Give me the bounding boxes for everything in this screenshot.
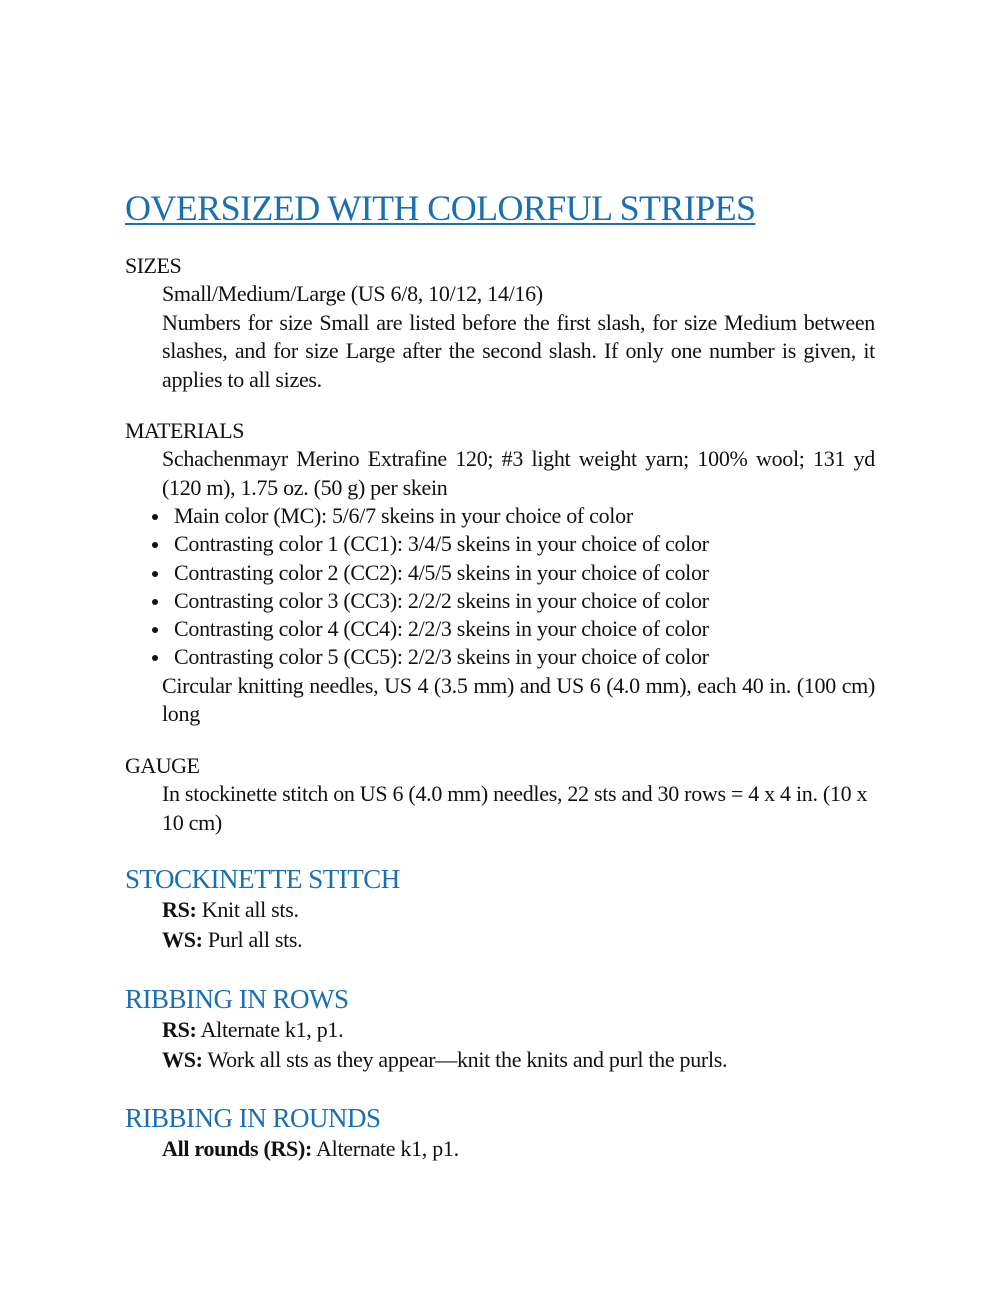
gauge-section (125, 752, 875, 837)
bullet-icon (152, 655, 158, 661)
bullet-icon (152, 514, 158, 520)
row-text: Work all sts as they appear—knit the knits and purl the purls. (202, 1046, 728, 1072)
stitch-row (162, 925, 875, 955)
bullet-icon (152, 571, 158, 577)
stitch-row (162, 1134, 875, 1164)
bullet-icon (152, 627, 158, 633)
list-item: Contrasting color 1 (CC1): 3/4/5 skeins in your choice of color (174, 530, 875, 558)
row-text: Knit all sts. (196, 897, 299, 922)
bullet-icon (152, 542, 158, 548)
stitch-row (162, 1015, 875, 1045)
gauge-label: GAUGE (125, 753, 200, 778)
gauge-text: In stockinette stitch on US 6 (4.0 mm) needles, 22 sts and 30 rows = 4 x 4 in. (10 x 10 cm) (162, 781, 868, 835)
list-item: Contrasting color 3 (CC3): 2/2/2 skeins in your choice of color (174, 587, 875, 615)
row-label: RS: (162, 897, 197, 922)
row-text: Alternate k1, p1. (196, 1017, 344, 1042)
list-item: Contrasting color 5 (CC5): 2/2/3 skeins in your choice of color (174, 643, 875, 671)
stockinette-heading: STOCKINETTE STITCH (125, 864, 400, 894)
needles-description: Circular knitting needles, US 4 (3.5 mm) and US 6 (4.0 mm), each 40 in. (100 cm) long (162, 672, 875, 727)
sizes-section (125, 252, 875, 394)
stockinette-section (125, 863, 875, 954)
ribbing-rows-section (125, 983, 875, 1074)
ribbing-rows-heading: RIBBING IN ROWS (125, 984, 349, 1014)
sizes-label: SIZES (125, 253, 182, 278)
stitch-row (162, 1045, 875, 1075)
list-item: Contrasting color 4 (CC4): 2/2/3 skeins in your choice of color (174, 615, 875, 643)
row-text: Purl all sts. (202, 926, 303, 952)
size-note: Numbers for size Small are listed before the first slash, for size Medium between slashes, and for size Large after the second slash. If only one number is given, it applies to all sizes. (162, 309, 875, 392)
row-label: All rounds (RS): (162, 1136, 313, 1161)
page-title: OVERSIZED WITH COLORFUL STRIPES (125, 188, 756, 228)
stitch-row (162, 895, 875, 925)
list-item: Main color (MC): 5/6/7 skeins in your choice of color (174, 502, 875, 530)
bullet-icon (152, 599, 158, 605)
materials-label: MATERIALS (125, 418, 244, 443)
size-range: Small/Medium/Large (US 6/8, 10/12, 14/16) (162, 281, 543, 306)
materials-section (125, 417, 875, 729)
row-label: WS: (162, 926, 203, 952)
yarn-description: Schachenmayr Merino Extrafine 120; #3 light weight yarn; 100% wool; 131 yd (120 m), 1.75 oz. (50 g) per skein (162, 446, 875, 500)
ribbing-rounds-heading: RIBBING IN ROUNDS (125, 1103, 381, 1133)
ribbing-rounds-section (125, 1102, 875, 1164)
list-item: Contrasting color 2 (CC2): 4/5/5 skeins in your choice of color (174, 559, 875, 587)
color-list (125, 502, 875, 672)
row-label: RS: (162, 1017, 197, 1042)
row-text: Alternate k1, p1. (312, 1136, 459, 1161)
row-label: WS: (162, 1046, 203, 1072)
